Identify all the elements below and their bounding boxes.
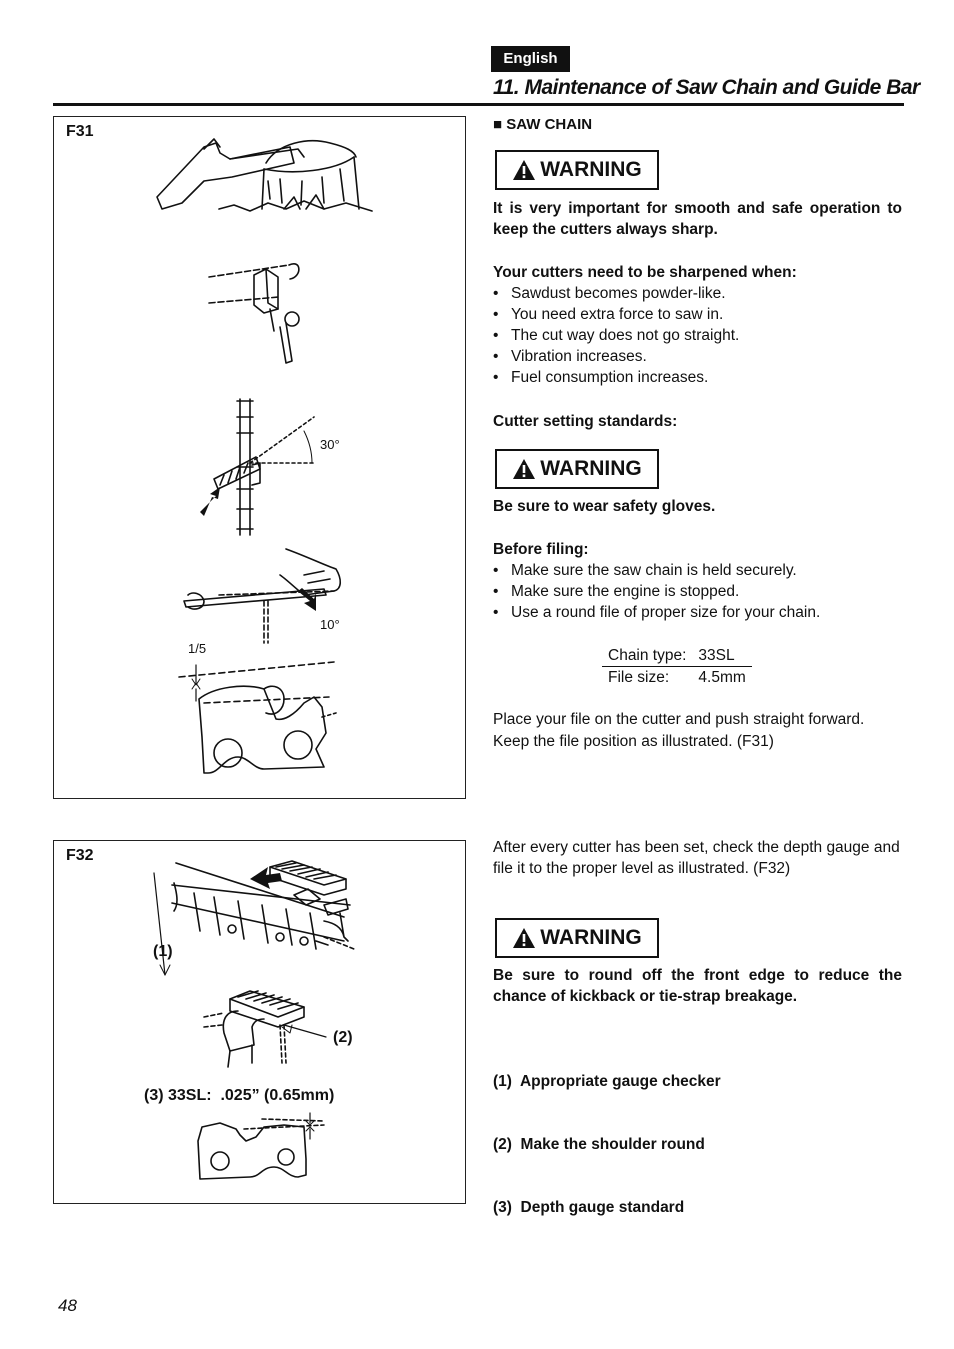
file-size-value: 4.5mm [698,669,746,686]
chain-type-value: 33SL [692,645,751,667]
square-bullet-icon: ■ [493,116,503,133]
before-list [493,560,902,623]
list-item: • Vibration increases. [493,346,902,367]
warning-box [495,449,659,489]
list-item: • Use a round file of proper size for your chain. [493,602,902,623]
saw-chain-heading [493,114,902,135]
list-item: • You need extra force to saw in. [493,304,902,325]
list-item: • The cut way does not go straight. [493,325,902,346]
callout-3: (3) 33SL: .025” (0.65mm) [144,1087,335,1104]
figure-f31 [53,116,466,799]
figure-f32 [53,840,466,1204]
cutter-profile-drawing [179,662,336,773]
sharpen-block [493,262,902,388]
ratio-label: 1/5 [188,641,207,656]
warning-label: WARNING [540,457,642,480]
after-set-text: After every cutter has been set, check the depth gauge and file it to the proper level as illustrated. (F32) [493,839,900,877]
arrow-icon [200,487,220,516]
list-item: • Sawdust becomes powder-like. [493,283,902,304]
setting-heading: Cutter setting standards: [493,413,678,430]
file-size-label: File size: [608,669,670,686]
warning-text-round: Be sure to round off the front edge to reduce the chance of kickback or tie-strap breakage. [493,967,902,1005]
list-item: • Make sure the engine is stopped. [493,581,902,602]
angle-30-label: 30° [320,437,340,452]
saw-chain-heading-text: SAW CHAIN [506,116,593,133]
callout-1: (1) [153,943,173,960]
legend-item: (2) Make the shoulder round [493,1136,705,1153]
figure-label: F32 [66,847,94,864]
warning-label: WARNING [540,158,642,181]
warning-triangle-icon [512,159,536,181]
file-30deg-drawing [214,399,314,535]
chain-vise-drawing [209,264,299,363]
place-file-text: Place your file on the cutter and push straight forward. Keep the file position as illustrated. (F31) [493,711,865,750]
warning-text-sharp: It is very important for smooth and safe operation to keep the cutters always sharp. [493,200,902,238]
legend-item: (3) Depth gauge standard [493,1199,685,1216]
chainsaw-stump-drawing [157,139,372,211]
before-filing-block [493,539,902,623]
callout-2: (2) [333,1029,353,1046]
arrow-icon [250,867,282,889]
section-title: 11. Maintenance of Saw Chain and Guide Bar [493,76,920,99]
page-number: 48 [58,1296,77,1315]
f32-illustration [54,841,465,1203]
depth-gauge-drawing [198,1113,324,1179]
sharpen-heading: Your cutters need to be sharpened when: [493,264,797,281]
legend-list [493,1029,902,1239]
warning-box [495,150,659,190]
sharpen-list [493,283,902,388]
warning-label: WARNING [540,926,642,949]
header-rule [53,103,904,106]
language-badge: English [491,46,570,72]
list-item: • Make sure the saw chain is held securely. [493,560,902,581]
spec-table [602,645,752,688]
figure-label: F31 [66,123,94,140]
warning-box [495,918,659,958]
warning-text-gloves: Be sure to wear safety gloves. [493,498,716,515]
f31-illustration [54,117,465,798]
warning-triangle-icon [512,927,536,949]
hand-filing-drawing [184,549,340,643]
before-heading: Before filing: [493,541,589,558]
shoulder-round-drawing [204,991,326,1067]
legend-item: (1) Appropriate gauge checker [493,1073,721,1090]
warning-triangle-icon [512,458,536,480]
list-item: • Fuel consumption increases. [493,367,902,388]
chain-type-label: Chain type: [602,645,692,667]
angle-10-label: 10° [320,617,340,632]
